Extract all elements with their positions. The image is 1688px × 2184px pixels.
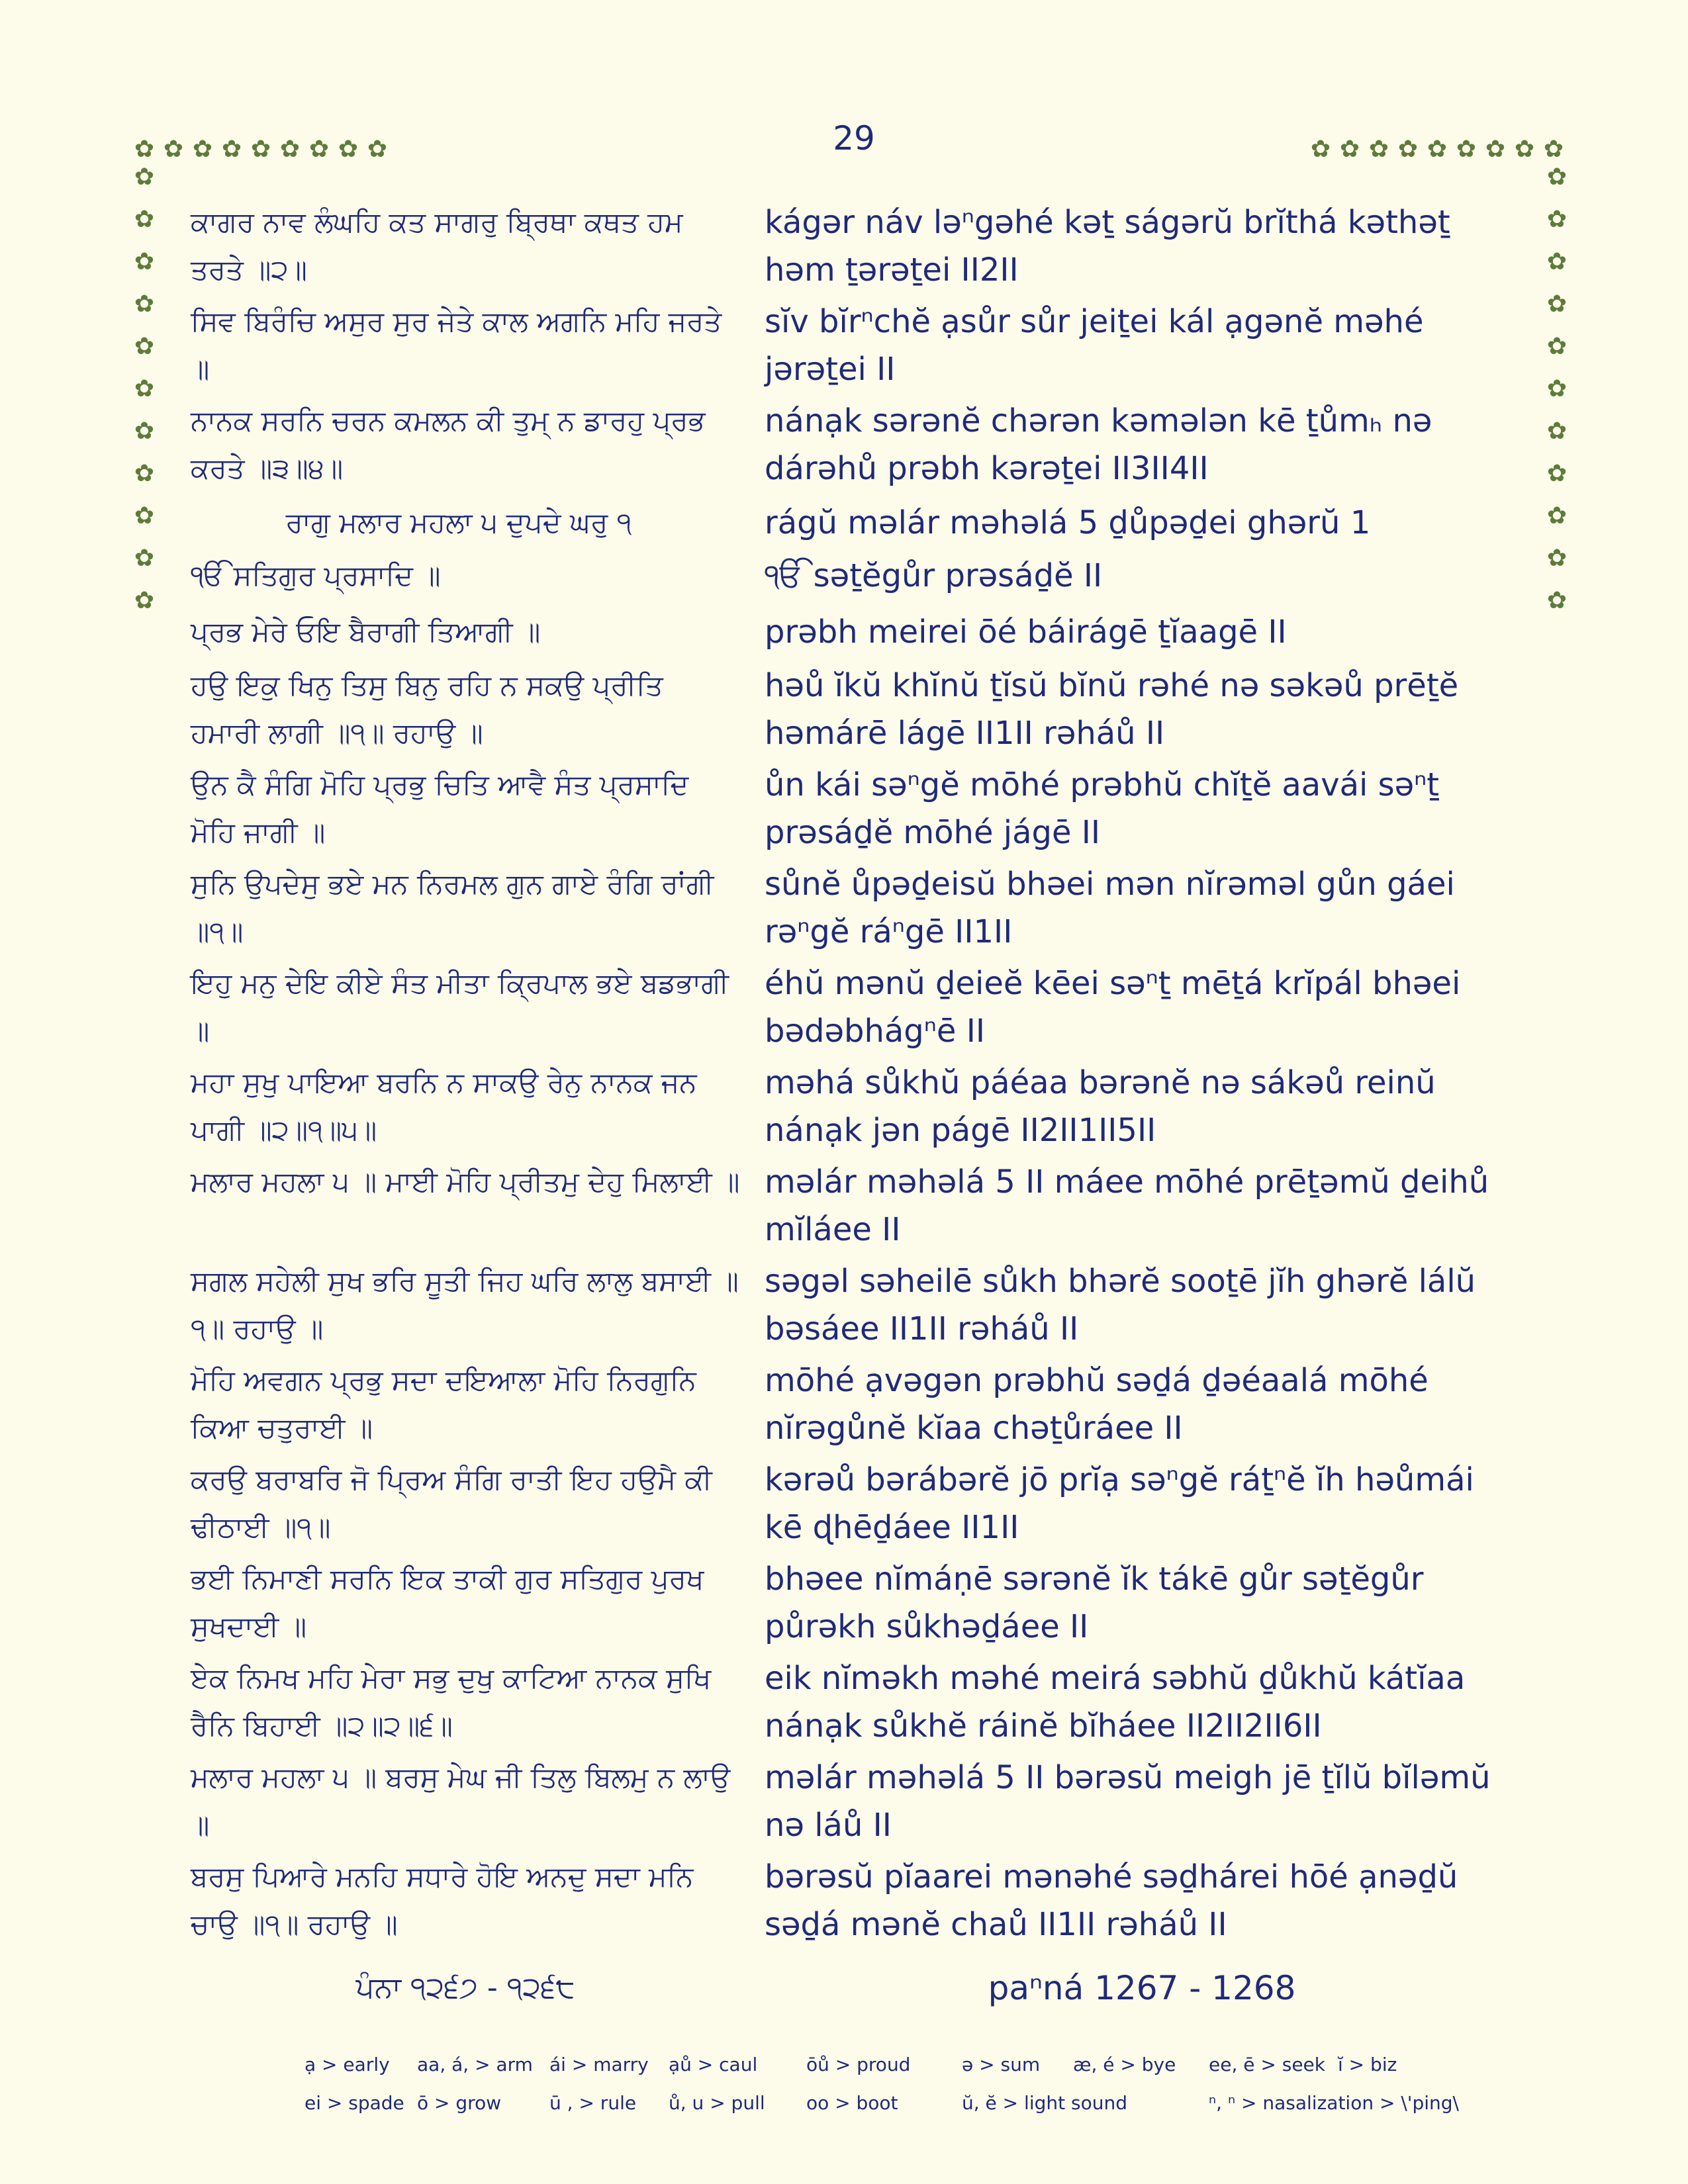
gurmukhi-verse: ਉਨ ਕੈ ਸੰਗਿ ਮੋਹਿ ਪ੍ਰਭੁ ਚਿਤਿ ਆਵੈ ਸੰਤ ਪ੍ਰਸਾਦਿ ਮੋਹਿ ਜਾਗੀ ॥ bbox=[191, 768, 689, 848]
flower-icon: ✿ bbox=[1514, 136, 1535, 163]
flower-icon: ✿ bbox=[308, 136, 330, 163]
flower-icon: ✿ bbox=[1310, 136, 1331, 163]
flower-icon: ✿ bbox=[250, 136, 271, 163]
legend-item: ə > sum bbox=[962, 2053, 1041, 2075]
gurmukhi-column bbox=[191, 199, 740, 1952]
flower-icon: ✿ bbox=[1456, 136, 1477, 163]
translit-verse: həů ĭkŭ khĭnŭ ṯĭsŭ bĭnŭ rəhé nə səkəů prēṯĕ həmárē lágē II1II rəháů II bbox=[765, 667, 1459, 752]
flower-icon: ✿ bbox=[192, 136, 213, 163]
legend-item: ái > marry bbox=[549, 2053, 649, 2075]
flower-icon: ✿ bbox=[221, 136, 242, 163]
gurmukhi-verse: ਮਲਾਰ ਮਹਲਾ ੫ ॥ ਬਰਸੁ ਮੇਘ ਜੀ ਤਿਲੁ ਬਿਲਮੁ ਨ ਲਾਉ ॥ bbox=[191, 1761, 731, 1841]
gurmukhi-verse: ਮਲਾਰ ਮਹਲਾ ੫ ॥ ਮਾਈ ਮੋਹਿ ਪ੍ਰੀਤਮੁ ਦੇਹੁ ਮਿਲਾਈ ॥ bbox=[191, 1165, 740, 1198]
flower-icon: ✿ bbox=[1368, 136, 1389, 163]
flower-icon: ✿ bbox=[134, 418, 155, 445]
gurmukhi-verse: ਕਾਗਰ ਨਾਵ ਲੰਘਹਿ ਕਤ ਸਾਗਰੁ ਬ੍ਰਿਥਾ ਕਥਤ ਹਮ ਤਰਤੇ ॥੨॥ bbox=[191, 206, 683, 286]
flower-icon: ✿ bbox=[1546, 333, 1568, 360]
legend-item: ō > grow bbox=[417, 2091, 502, 2114]
flower-icon: ✿ bbox=[134, 502, 155, 529]
translit-verse: ůn kái səⁿgĕ mōhé prəbhŭ chĭṯĕ aavái səⁿṯ prəsáḏĕ mōhé jágē II bbox=[765, 766, 1440, 851]
translit-verse: prəbh meirei ōé báirágē ṯĭaagē II bbox=[765, 614, 1287, 651]
translit-verse: səgəl səheilē sůkh bhərĕ sooṯē jĭh ghərĕ lálŭ bəsáee II1II rəháů II bbox=[765, 1263, 1476, 1347]
flower-icon: ✿ bbox=[1546, 291, 1568, 318]
flower-icon: ✿ bbox=[1546, 163, 1568, 191]
flower-icon: ✿ bbox=[134, 545, 155, 572]
legend-item: ů, u > pull bbox=[669, 2091, 765, 2114]
flower-icon: ✿ bbox=[338, 136, 359, 163]
flower-icon: ✿ bbox=[1546, 248, 1568, 275]
translit-verse: kágər náv ləⁿgəhé kəṯ ságərŭ brĭthá kəthəṯ həm ṯərəṯei II2II bbox=[765, 204, 1450, 289]
translit-verse: sĭv bĭrⁿchĕ ạsůr sůr jeiṯei kál ạgənĕ məhé jərəṯei II bbox=[765, 303, 1424, 388]
flower-icon: ✿ bbox=[279, 136, 301, 163]
flower-icon: ✿ bbox=[1546, 502, 1568, 529]
flower-icon: ✿ bbox=[134, 136, 155, 163]
flower-icon: ✿ bbox=[134, 460, 155, 487]
legend-item: ū , > rule bbox=[549, 2091, 637, 2114]
legend-item: oo > boot bbox=[806, 2091, 898, 2114]
flower-icon: ✿ bbox=[1546, 460, 1568, 487]
gurmukhi-verse: ਮਹਾ ਸੁਖੁ ਪਾਇਆ ਬਰਨਿ ਨ ਸਾਕਉ ਰੇਨੁ ਨਾਨਕ ਜਨ ਪਾਗੀ ॥੨॥੧॥੫॥ bbox=[191, 1066, 697, 1146]
legend-item: ee, ē > seek bbox=[1209, 2053, 1325, 2075]
flower-icon: ✿ bbox=[1543, 136, 1564, 163]
flower-icon: ✿ bbox=[1546, 375, 1568, 402]
gurmukhi-verse: ਇਹੁ ਮਨੁ ਦੇਇ ਕੀਏ ਸੰਤ ਮੀਤਾ ਕ੍ਰਿਪਾਲ ਭਏ ਬਡਭਾਗੀ ॥ bbox=[191, 967, 729, 1047]
translit-verse: ੴ səṯĕgůr prəsáḏĕ II bbox=[765, 557, 1103, 594]
gurmukhi-verse: ਏਕ ਨਿਮਖ ਮਹਿ ਮੇਰਾ ਸਭੁ ਦੁਖੁ ਕਾਟਿਆ ਨਾਨਕ ਸੁਖਿ ਰੈਨਿ ਬਿਹਾਈ ॥੨॥੨॥੬॥ bbox=[191, 1662, 712, 1742]
gurmukhi-verse: ਪ੍ਰਭ ਮੇਰੇ ਓਇ ਬੈਰਾਗੀ ਤਿਆਗੀ ॥ bbox=[191, 615, 541, 648]
legend-item: aa, á, > arm bbox=[417, 2053, 533, 2075]
legend-item: ei > spade bbox=[305, 2091, 404, 2114]
flower-icon: ✿ bbox=[134, 587, 155, 614]
translit-verse: bərəsŭ pĭaarei mənəhé səḏhárei hōé ạnəḏŭ səḏá mənĕ chaů II1II rəháů II bbox=[765, 1858, 1458, 1943]
gurmukhi-verse: ਬਰਸੁ ਪਿਆਰੇ ਮਨਹਿ ਸਧਾਰੇ ਹੋਇ ਅਨਦੁ ਸਦਾ ਮਨਿ ਚਾਉ ॥੧॥ ਰਹਾਉ ॥ bbox=[191, 1860, 694, 1940]
flower-icon: ✿ bbox=[1546, 418, 1568, 445]
flower-icon: ✿ bbox=[1339, 136, 1360, 163]
legend-item: ạ > early bbox=[305, 2053, 390, 2075]
translit-verse: məlár məhəlá 5 II bərəsŭ meigh jē ṯĭlŭ bĭləmŭ nə láů II bbox=[765, 1759, 1491, 1844]
flower-icon: ✿ bbox=[1397, 136, 1419, 163]
legend-item: ⁿ, ⁿ > nasalization > \'ping\ bbox=[1209, 2091, 1459, 2114]
gurmukhi-verse: ਮੋਹਿ ਅਵਗਨ ਪ੍ਰਭੁ ਸਦਾ ਦਇਆਲਾ ਮੋਹਿ ਨਿਰਗੁਨਿ ਕਿਆ ਚਤੁਰਾਈ ॥ bbox=[191, 1364, 696, 1444]
gurmukhi-verse: ਸਗਲ ਸਹੇਲੀ ਸੁਖ ਭਰਿ ਸੂਤੀ ਜਿਹ ਘਰਿ ਲਾਲੁ ਬਸਾਈ ॥੧॥ ਰਹਾਉ ॥ bbox=[191, 1265, 739, 1345]
translit-verse: nánạk sərənĕ chərən kəmələn kē ṯůmₕ nə dárəhů prəbh kərəṯei II3II4II bbox=[765, 402, 1432, 487]
flower-icon: ✿ bbox=[1546, 206, 1568, 233]
gurmukhi-verse: ਹਉ ਇਕੁ ਖਿਨੁ ਤਿਸੁ ਬਿਨੁ ਰਹਿ ਨ ਸਕਉ ਪ੍ਰੀਤਿ ਹਮਾਰੀ ਲਾਗੀ ॥੧॥ ਰਹਾਉ ॥ bbox=[191, 669, 663, 749]
legend-row bbox=[305, 2045, 1509, 2083]
legend-item: ạů > caul bbox=[669, 2053, 758, 2075]
gurmukhi-verse: ਨਾਨਕ ਸਰਨਿ ਚਰਨ ਕਮਲਨ ਕੀ ਤੁਮ੍ ਨ ਡਾਰਹੁ ਪ੍ਰਭ ਕਰਤੇ ॥੩॥੪॥ bbox=[191, 404, 706, 484]
flower-icon: ✿ bbox=[163, 136, 184, 163]
flower-icon: ✿ bbox=[134, 375, 155, 402]
translit-verse: sůnĕ ůpəḏeisŭ bhəei mən nĭrəməl gůn gáei rəⁿgĕ ráⁿgē II1II bbox=[765, 866, 1455, 950]
legend-row bbox=[305, 2083, 1509, 2122]
flower-icon: ✿ bbox=[1546, 545, 1568, 572]
translit-verse: kərəů bərábərĕ jō prĭạ səⁿgĕ ráṯⁿĕ ĭh həůmái kē ɖhēḏáee II1II bbox=[765, 1461, 1474, 1546]
flower-icon: ✿ bbox=[1427, 136, 1448, 163]
legend-item: ŭ, ĕ > light sound bbox=[962, 2091, 1127, 2114]
translit-verse: mōhé ạvəgən prəbhŭ səḏá ḏəéaalá mōhé nĭrəgůnĕ kĭaa chəṯůráee II bbox=[765, 1362, 1429, 1447]
legend-item: ōů > proud bbox=[806, 2053, 911, 2075]
gurmukhi-verse: ਕਰਉ ਬਰਾਬਰਿ ਜੋ ਪ੍ਰਿਅ ਸੰਗਿ ਰਾਤੀ ਇਹ ਹਉਮੈ ਕੀ ਢੀਠਾਈ ॥੧॥ bbox=[191, 1463, 712, 1543]
gurmukhi-heading: ਰਾਗੁ ਮਲਾਰ ਮਹਲਾ ੫ ਦੁਪਦੇ ਘਰੁ ੧ bbox=[285, 506, 632, 539]
flower-icon: ✿ bbox=[134, 248, 155, 275]
page-reference-gurmukhi: ਪੰਨਾ ੧੨੬੭ - ੧੨੬੮ bbox=[355, 1971, 575, 2005]
gurmukhi-verse: ਸੁਨਿ ਉਪਦੇਸੁ ਭਏ ਮਨ ਨਿਰਮਲ ਗੁਨ ਗਾਏ ਰੰਗਿ ਰਾਂਗੀ ॥੧॥ bbox=[191, 868, 714, 948]
gurmukhi-verse: ਭਈ ਨਿਮਾਣੀ ਸਰਨਿ ਇਕ ਤਾਕੀ ਗੁਰ ਸਤਿਗੁਰ ਪੁਰਖ ਸੁਖਦਾਈ ॥ bbox=[191, 1563, 704, 1643]
transliteration-column bbox=[765, 199, 1519, 1952]
translit-verse: bhəee nĭmáṇē sərənĕ ĭk tákē gůr səṯĕgůr půrəkh sůkhəḏáee II bbox=[765, 1561, 1424, 1645]
flower-icon: ✿ bbox=[1485, 136, 1506, 163]
flower-icon: ✿ bbox=[1546, 587, 1568, 614]
gurmukhi-verse: ੴ ਸਤਿਗੁਰ ਪ੍ਰਸਾਦਿ ॥ bbox=[191, 559, 441, 592]
translit-verse: məhá sůkhŭ páéaa bərənĕ nə sákəů reinŭ nánạk jən págē II2II1II5II bbox=[765, 1064, 1436, 1149]
flower-icon: ✿ bbox=[134, 291, 155, 318]
translit-verse: məlár məhəlá 5 II máee mōhé prēṯəmŭ ḏeihů mĭláee II bbox=[765, 1163, 1489, 1248]
translit-verse: eik nĭməkh məhé meirá səbhŭ ḏůkhŭ kátĭaa nánạk sůkhĕ ráinĕ bĭháee II2II2II6II bbox=[765, 1660, 1466, 1745]
legend-item: ĭ > biz bbox=[1338, 2053, 1397, 2075]
flower-icon: ✿ bbox=[134, 163, 155, 191]
translit-verse: éhŭ mənŭ ḏeieĕ kēei səⁿṯ mēṯá krĭpál bhəei bədəbhágⁿē II bbox=[765, 965, 1461, 1050]
legend-item: æ, é > bye bbox=[1073, 2053, 1176, 2075]
flower-icon: ✿ bbox=[134, 333, 155, 360]
gurmukhi-verse: ਸਿਵ ਬਿਰੰਚਿ ਅਸੁਰ ਸੁਰ ਜੇਤੇ ਕਾਲ ਅਗਨਿ ਮਹਿ ਜਰਤੇ ॥ bbox=[191, 305, 722, 385]
page-number: 29 bbox=[833, 119, 875, 158]
translit-heading: rágŭ məlár məhəlá 5 ḏůpəḏei ghərŭ 1 bbox=[765, 504, 1371, 541]
flower-icon: ✿ bbox=[134, 206, 155, 233]
pronunciation-legend bbox=[305, 2045, 1509, 2122]
page-reference-translit: paⁿná 1267 - 1268 bbox=[988, 1969, 1296, 2007]
flower-icon: ✿ bbox=[367, 136, 388, 163]
